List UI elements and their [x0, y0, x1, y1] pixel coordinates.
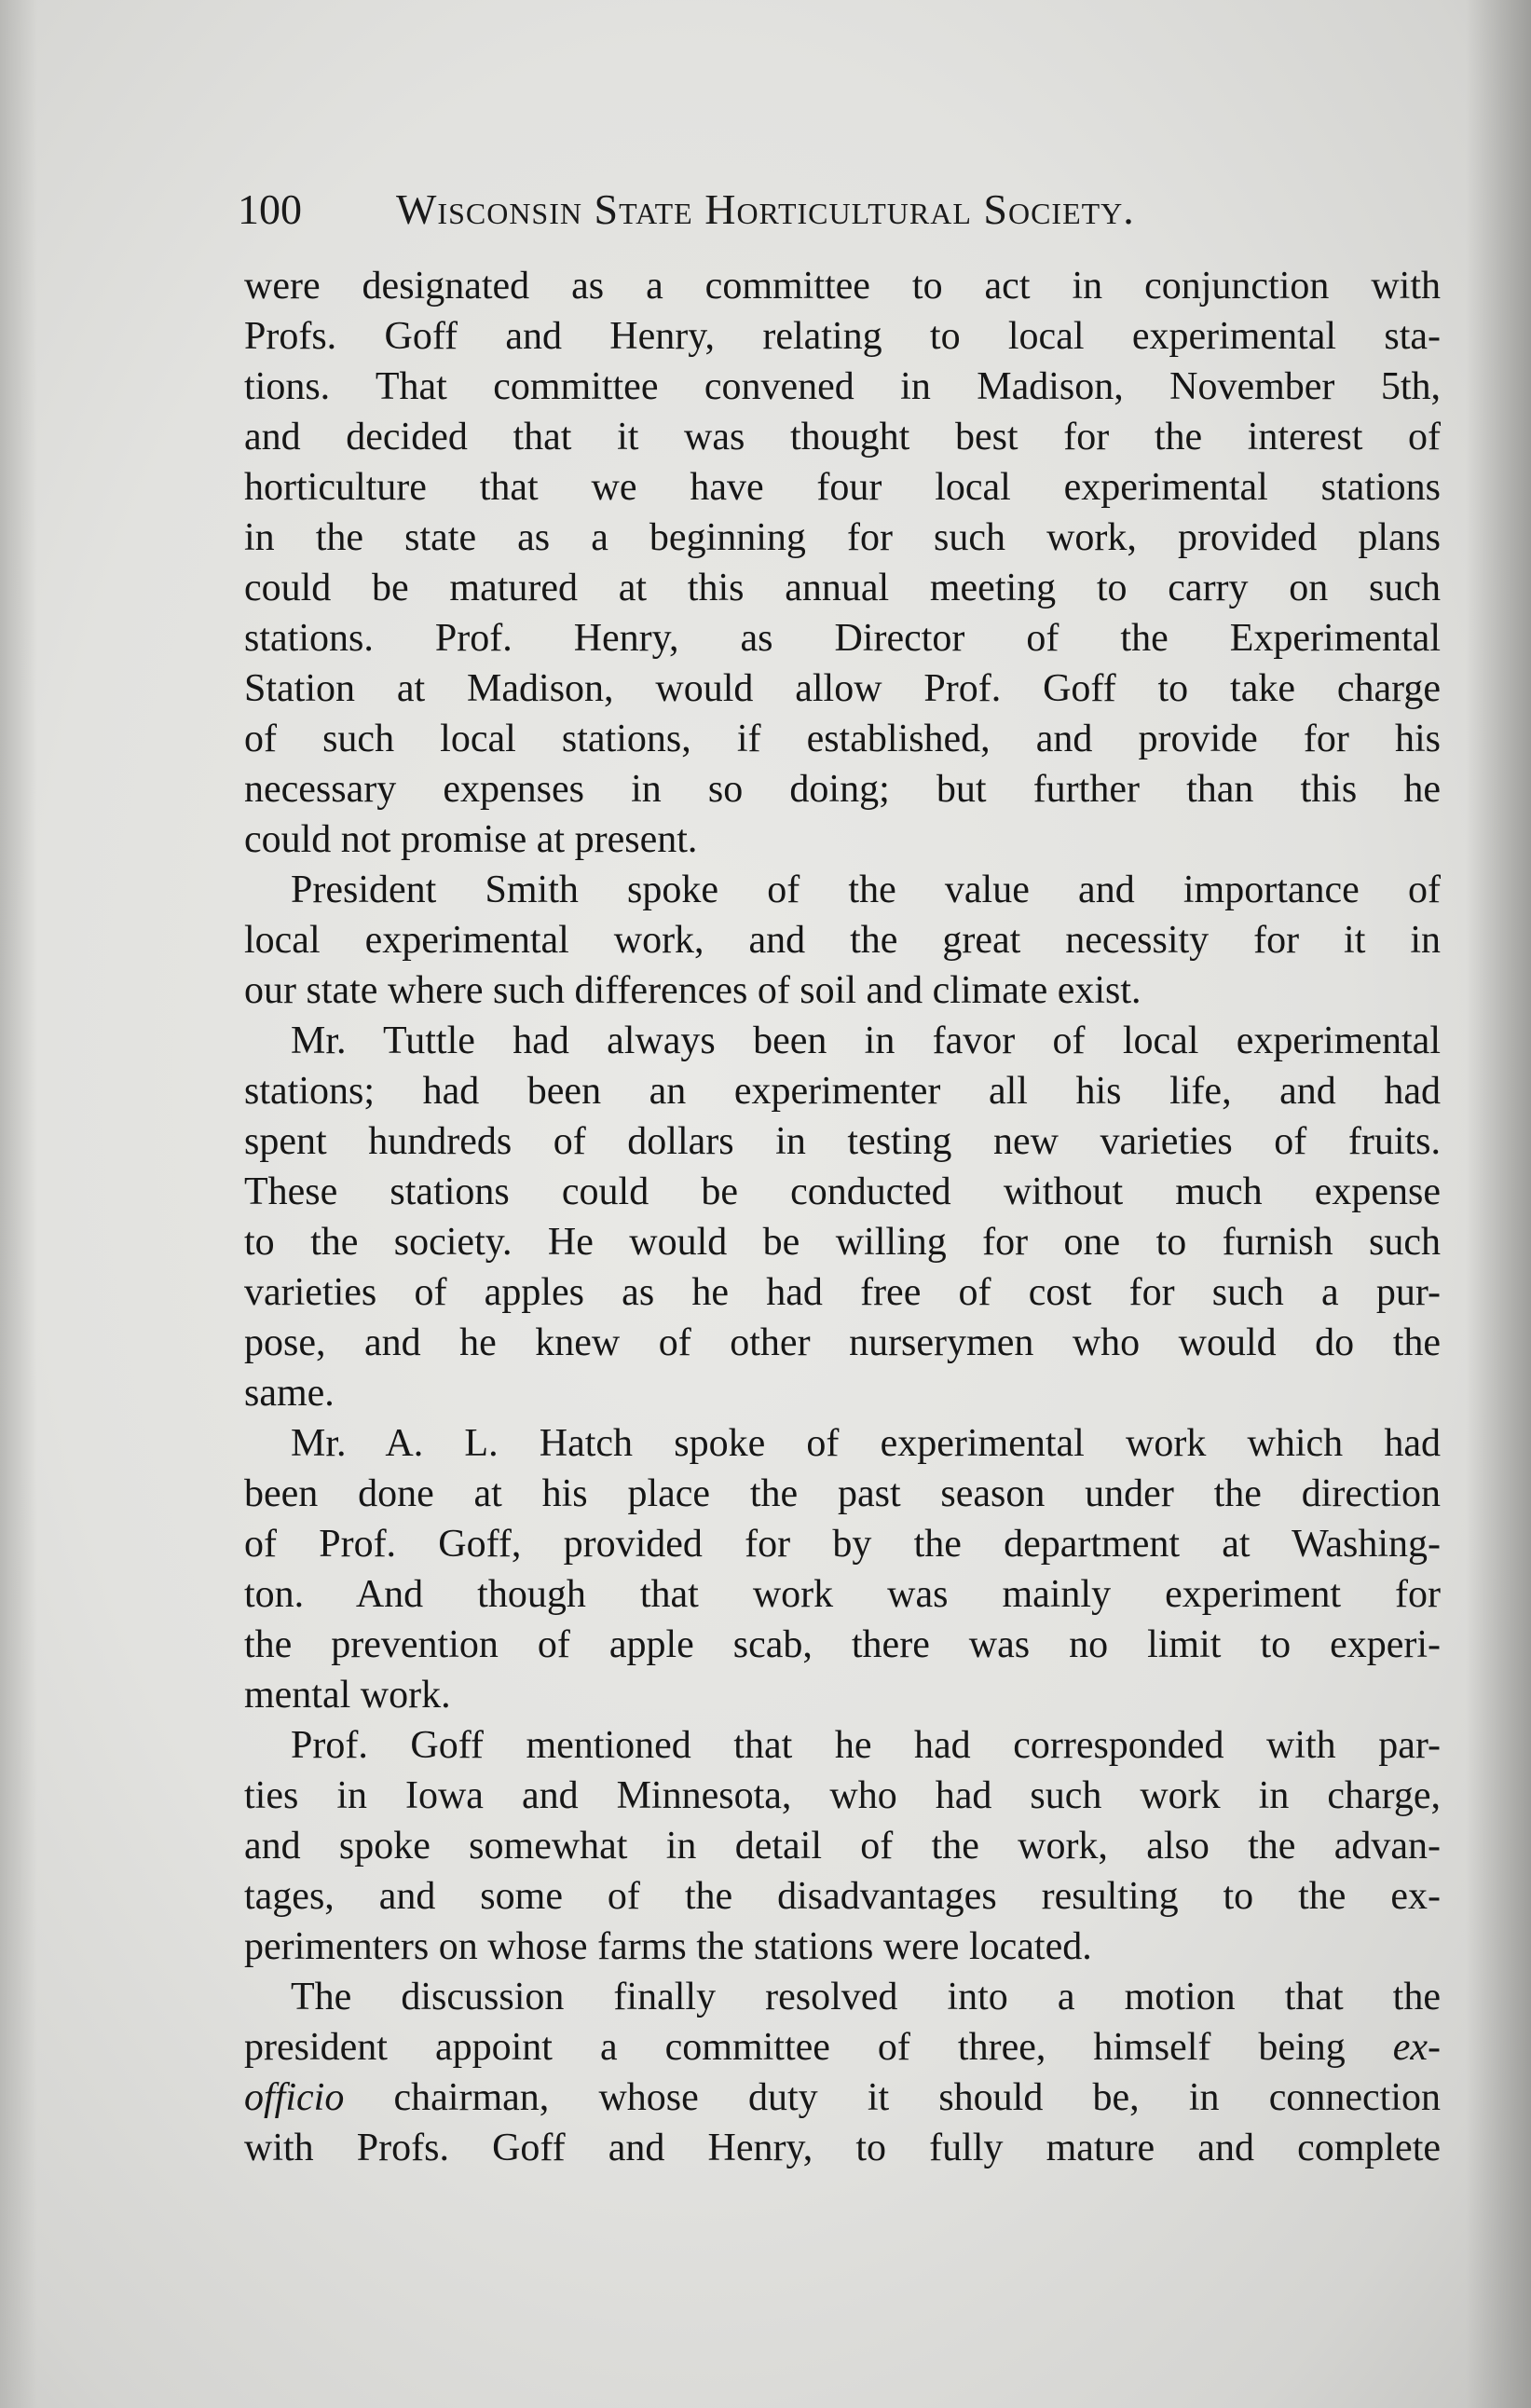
text-line: and spoke somewhat in detail of the work, also the advan- — [244, 1825, 1441, 1868]
page-edge-shadow-left — [0, 0, 37, 2408]
text-line: of Prof. Goff, provided for by the department at Washing- — [244, 1523, 1441, 1566]
running-title: Wisconsin State Horticultural Society. — [396, 185, 1135, 233]
text-line — [244, 2022, 1441, 2073]
text-line: tions. That committee convened in Madison, November 5th, — [244, 365, 1441, 408]
text-line: spent hundreds of dollars in testing new varieties of fruits. — [244, 1120, 1441, 1163]
paragraph-first-line: Mr. Tuttle had always been in favor of local experimental — [291, 1019, 1441, 1062]
italic-text: ex- — [1392, 2026, 1441, 2069]
text-line: could be matured at this annual meeting to carry on such — [244, 567, 1441, 609]
text-fragment: president appoint a committee of three, himself being — [244, 2026, 1393, 2069]
text-line: same. — [244, 1372, 335, 1415]
text-line: stations. Prof. Henry, as Director of the Experimental — [244, 617, 1441, 660]
text-line: pose, and he knew of other nurserymen who would do the — [244, 1321, 1441, 1364]
text-line: Station at Madison, would allow Prof. Goff to take charge — [244, 667, 1441, 710]
running-head — [238, 185, 1300, 240]
text-line: Profs. Goff and Henry, relating to local experimental sta- — [244, 315, 1441, 358]
body-text — [244, 261, 1441, 2173]
text-line: tages, and some of the disadvantages resulting to the ex- — [244, 1875, 1441, 1918]
paragraph-first-line: President Smith spoke of the value and importance of — [291, 869, 1441, 911]
text-line: stations; had been an experimenter all his life, and had — [244, 1070, 1441, 1113]
text-line: ties in Iowa and Minnesota, who had such work in charge, — [244, 1774, 1441, 1817]
paragraph-first-line: Prof. Goff mentioned that he had corresponded with par- — [291, 1724, 1441, 1767]
text-line: mental work. — [244, 1674, 451, 1717]
text-line — [244, 2073, 1441, 2123]
italic-text: officio — [244, 2076, 345, 2119]
text-line: ton. And though that work was mainly experiment for — [244, 1573, 1441, 1616]
page-number: 100 — [238, 185, 302, 233]
text-line: perimenters on whose farms the stations were located. — [244, 1925, 1092, 1968]
text-line: the prevention of apple scab, there was no limit to experi- — [244, 1623, 1441, 1666]
text-line: varieties of apples as he had free of cost for such a pur- — [244, 1271, 1441, 1314]
text-line: our state where such differences of soil and climate exist. — [244, 969, 1141, 1012]
paragraph-first-line: The discussion finally resolved into a motion that the — [291, 1976, 1441, 2018]
text-line: to the society. He would be willing for one to furnish such — [244, 1221, 1441, 1264]
text-fragment: chairman, whose duty it should be, in connection — [344, 2076, 1441, 2119]
text-line: in the state as a beginning for such work, provided plans — [244, 516, 1441, 559]
text-line: horticulture that we have four local experimental stations — [244, 466, 1441, 509]
text-line: could not promise at present. — [244, 818, 698, 861]
text-line: and decided that it was thought best for the interest of — [244, 416, 1441, 458]
text-line: of such local stations, if established, and provide for his — [244, 718, 1441, 760]
text-line: with Profs. Goff and Henry, to fully mature and complete — [244, 2127, 1441, 2169]
text-line: These stations could be conducted without much expense — [244, 1170, 1441, 1213]
text-line: local experimental work, and the great necessity for it in — [244, 919, 1441, 962]
text-line: been done at his place the past season under the direction — [244, 1472, 1441, 1515]
text-line: were designated as a committee to act in conjunction with — [244, 265, 1441, 308]
paragraph-first-line: Mr. A. L. Hatch spoke of experimental work which had — [291, 1422, 1441, 1465]
page-edge-shadow-right — [1466, 0, 1531, 2408]
text-line: necessary expenses in so doing; but further than this he — [244, 768, 1441, 811]
